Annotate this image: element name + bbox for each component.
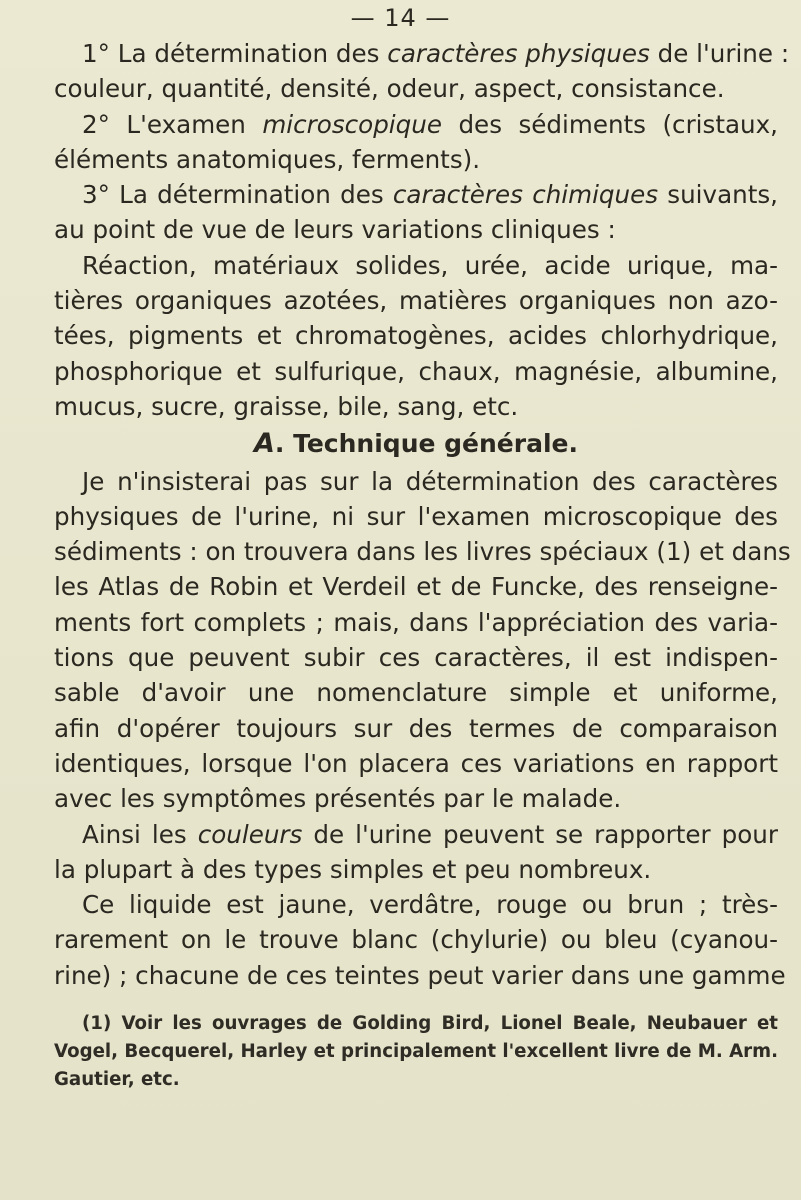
paragraph-2-prefix: Ainsi les (82, 819, 198, 849)
paragraph-1-line: sable d'avoir une nomenclature simple et uniforme, (54, 678, 778, 708)
paragraph-1-line: sédiments : on trouvera dans les livres spéciaux (1) et dans (54, 537, 791, 567)
paragraph-2-line-2: la plupart à des types simples et peu nombreux. (54, 854, 652, 884)
footnote-line: (1) Voir les ouvrages de Golding Bird, Lionel Beale, Neubauer et (82, 1013, 778, 1034)
item-1-prefix: 1° La détermination des (82, 39, 388, 68)
item-3-line-1 (54, 177, 778, 212)
paragraph-2-italic: couleurs (197, 819, 303, 849)
item-2-prefix: 2° L'examen (82, 109, 263, 139)
paragraph-1-line: tions que peuvent subir ces caractères, il est indispen- (54, 643, 778, 673)
paragraph-1-line: Je n'insisterai pas sur la détermination des caractères (82, 466, 778, 496)
item-3-line-2: au point de vue de leurs variations cliniques : (54, 215, 616, 245)
section-heading (54, 426, 778, 461)
paragraph-2-suffix: de l'urine peuvent se rapporter pour (302, 819, 778, 849)
body-text (54, 36, 791, 993)
paragraph-1-line: afin d'opérer toujours sur des termes de comparaison (54, 713, 778, 743)
footnote (54, 1010, 778, 1093)
item-3-italic: caractères chimiques (392, 180, 659, 210)
item-1-suffix: de l'urine : (649, 39, 790, 68)
item-1-line-2: couleur, quantité, densité, odeur, aspect, consistance. (54, 74, 725, 104)
paragraph-1-line: physiques de l'urine, ni sur l'examen microscopique des (54, 501, 778, 531)
paragraph-2-line-1 (54, 817, 778, 852)
item-2-italic: microscopique (262, 109, 442, 139)
chem-list-line: Réaction, matériaux solides, urée, acide urique, ma- (82, 250, 778, 280)
chem-list-line: phosphorique et sulfurique, chaux, magnésie, albumine, (54, 356, 778, 386)
section-title: . Technique générale. (274, 429, 578, 459)
paragraph-1-line: les Atlas de Robin et Verdeil et de Funcke, des renseigne- (54, 572, 778, 602)
paragraph-1-line: avec les symptômes présentés par le malade. (54, 784, 622, 814)
paragraph-3-line: rarement on le trouve blanc (chylurie) ou bleu (cyanou- (54, 925, 778, 955)
item-3-prefix: 3° La détermination des (82, 180, 393, 210)
chem-list-line: tées, pigments et chromatogènes, acides chlorhydrique, (54, 321, 778, 351)
footnote-line: Vogel, Becquerel, Harley et principalement l'excellent livre de M. Arm. (54, 1040, 779, 1062)
page-number: — 14 — (350, 4, 451, 32)
paragraph-3-line: Ce liquide est jaune, verdâtre, rouge ou brun ; très- (82, 890, 778, 920)
paragraph-1-line: ments fort complets ; mais, dans l'appréciation des varia- (54, 607, 778, 637)
item-1-line-1 (54, 36, 790, 71)
section-letter: A (254, 428, 275, 460)
chem-list-line: mucus, sucre, graisse, bile, sang, etc. (54, 391, 519, 421)
item-2-line-2: éléments anatomiques, ferments). (54, 144, 481, 174)
item-2-line-1 (54, 107, 778, 142)
paragraph-1-line: identiques, lorsque l'on placera ces variations en rapport (54, 748, 778, 778)
paragraph-3-line: rine) ; chacune de ces teintes peut varier dans une gamme (54, 960, 786, 990)
footnote-line: Gautier, etc. (54, 1068, 180, 1090)
item-2-suffix: des sédiments (cristaux, (441, 109, 779, 139)
chem-list-line: tières organiques azotées, matières organiques non azo- (54, 286, 778, 316)
item-1-italic: caractères physiques (387, 39, 650, 68)
item-3-suffix: suivants, (658, 180, 779, 210)
